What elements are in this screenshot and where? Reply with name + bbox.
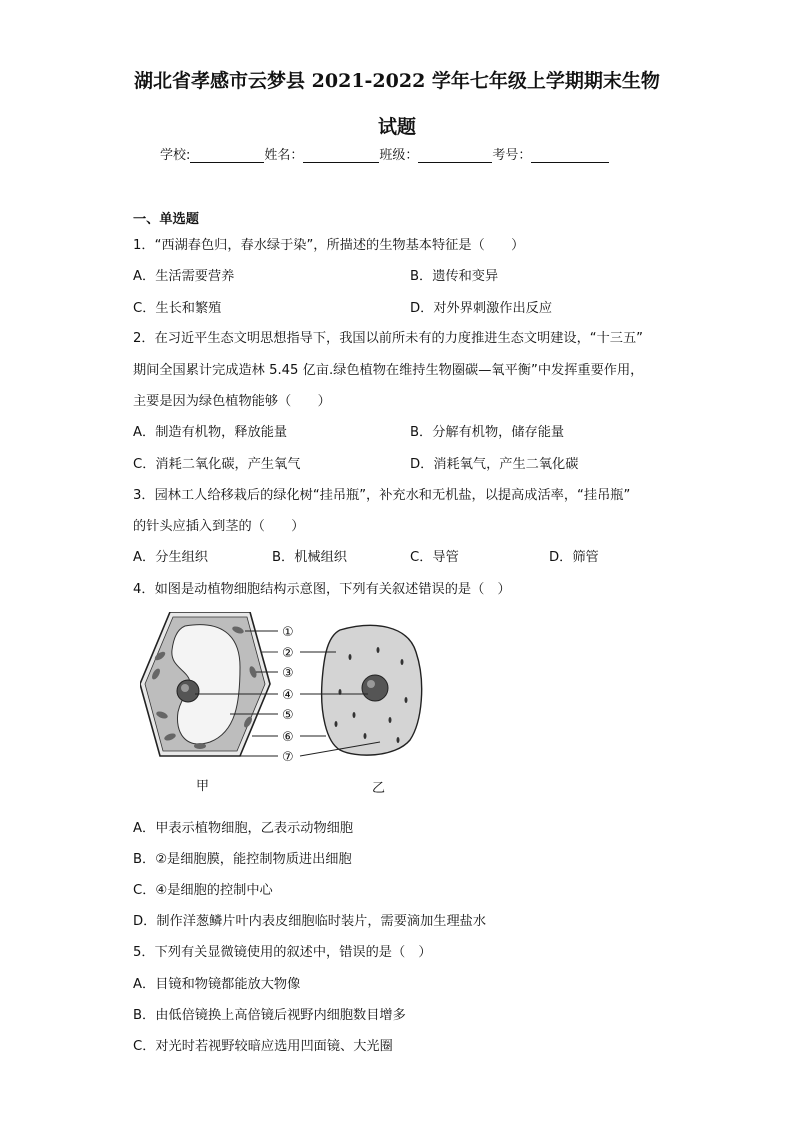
figure-label-1: ① bbox=[282, 625, 294, 640]
school-label: 学校: bbox=[160, 148, 191, 163]
figure-caption-left: 甲 bbox=[196, 779, 210, 794]
figure-label-7: ⑦ bbox=[282, 750, 294, 765]
q4-option-a: A．甲表示植物细胞，乙表示动物细胞 bbox=[133, 821, 354, 836]
q1-option-a: A．生活需要营养 bbox=[133, 269, 235, 284]
q3-stem-line1: 3．园林工人给移栽后的绿化树“挂吊瓶”，补充水和无机盐，以提高成活率，“挂吊瓶” bbox=[133, 488, 631, 503]
number-label: 考号： bbox=[492, 148, 532, 163]
q5-option-a: A．目镜和物镜都能放大物像 bbox=[133, 977, 301, 992]
figure-label-5: ⑤ bbox=[282, 708, 294, 723]
q2-stem-line3: 主要是因为绿色植物能够（ ） bbox=[133, 394, 331, 409]
exam-title-line2: 试题 bbox=[377, 116, 416, 138]
q1-option-b: B．遗传和变异 bbox=[410, 269, 499, 284]
q2-stem-line1: 2．在习近平生态文明思想指导下，我国以前所未有的力度推进生态文明建设，“十三五” bbox=[133, 331, 643, 346]
plant-cell bbox=[140, 612, 270, 756]
name-label: 姓名： bbox=[264, 148, 304, 163]
q4-option-d: D．制作洋葱鳞片叶内表皮细胞临时装片，需要滴加生理盐水 bbox=[133, 914, 487, 929]
q1-stem: 1．“西湖春色归，春水绿于染”，所描述的生物基本特征是（ ） bbox=[133, 238, 525, 253]
student-info-row bbox=[160, 144, 609, 163]
q3-option-b: B．机械组织 bbox=[272, 550, 347, 565]
q3-option-a: A．分生组织 bbox=[133, 550, 208, 565]
figure-label-2: ② bbox=[282, 646, 294, 661]
q4-option-b: B．②是细胞膜，能控制物质进出细胞 bbox=[133, 852, 352, 867]
q2-stem-line2: 期间全国累计完成造林 5.45 亿亩.绿色植物在维持生物圈碳—氧平衡”中发挥重要作用， bbox=[133, 363, 644, 378]
class-blank bbox=[418, 148, 492, 163]
cell-structure-figure bbox=[140, 612, 440, 802]
exam-title-line1: 湖北省孝感市云梦县 2021-2022 学年七年级上学期期末生物 bbox=[134, 70, 660, 92]
figure-label-4: ④ bbox=[282, 688, 294, 703]
q5-option-b: B．由低倍镜换上高倍镜后视野内细胞数目增多 bbox=[133, 1008, 406, 1023]
q4-stem: 4．如图是动植物细胞结构示意图，下列有关叙述错误的是（ ） bbox=[133, 582, 511, 597]
q3-stem-line2: 的针头应插入到茎的（ ） bbox=[133, 519, 305, 534]
q3-option-d: D．筛管 bbox=[549, 550, 599, 565]
section-heading: 一、单选题 bbox=[133, 212, 199, 227]
q1-option-d: D．对外界刺激作出反应 bbox=[410, 301, 553, 316]
figure-caption-right: 乙 bbox=[372, 781, 386, 796]
q3-option-c: C．导管 bbox=[410, 550, 459, 565]
q2-option-b: B．分解有机物，储存能量 bbox=[410, 425, 565, 440]
q2-option-d: D．消耗氧气，产生二氧化碳 bbox=[410, 457, 579, 472]
q2-option-c: C．消耗二氧化碳，产生氧气 bbox=[133, 457, 301, 472]
animal-cell bbox=[322, 625, 422, 755]
q1-option-c: C．生长和繁殖 bbox=[133, 301, 222, 316]
q4-option-c: C．④是细胞的控制中心 bbox=[133, 883, 273, 898]
figure-label-3: ③ bbox=[282, 666, 294, 681]
name-blank bbox=[303, 148, 379, 163]
number-blank bbox=[531, 148, 609, 163]
q5-stem: 5．下列有关显微镜使用的叙述中，错误的是（ ） bbox=[133, 945, 432, 960]
figure-label-6: ⑥ bbox=[282, 730, 294, 745]
school-blank bbox=[190, 148, 264, 163]
q5-option-c: C．对光时若视野较暗应选用凹面镜、大光圈 bbox=[133, 1039, 393, 1054]
class-label: 班级： bbox=[379, 148, 419, 163]
q2-option-a: A．制造有机物，释放能量 bbox=[133, 425, 288, 440]
